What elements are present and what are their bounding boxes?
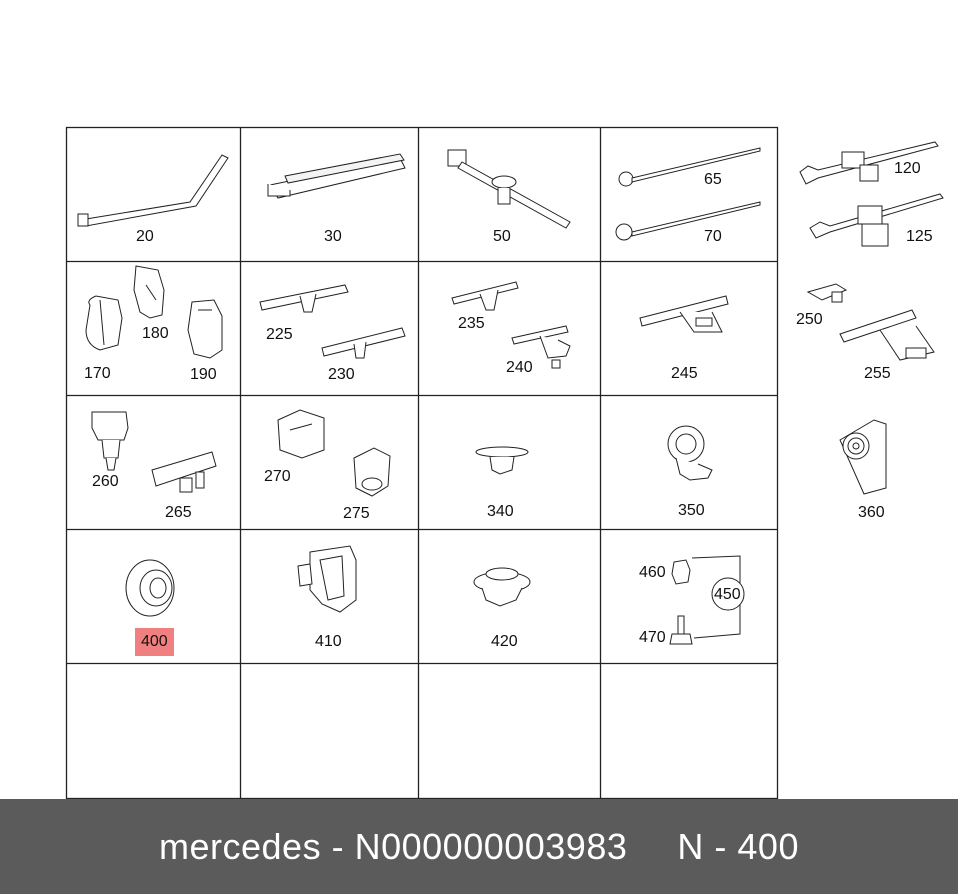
part-label-450: 450	[714, 586, 741, 603]
part-255-drawing	[840, 310, 934, 360]
footer-bar	[0, 799, 958, 894]
part-410-drawing	[298, 546, 356, 612]
part-470-drawing	[670, 616, 692, 644]
part-label-260: 260	[92, 473, 119, 490]
part-350-drawing	[668, 426, 712, 480]
part-label-240: 240	[506, 359, 533, 376]
part-180-drawing	[134, 266, 164, 318]
footer-part-number: N000000003983	[354, 825, 628, 867]
part-260-drawing	[92, 412, 128, 470]
footer-dash-2: -	[714, 825, 727, 867]
part-65-drawing	[619, 148, 760, 186]
part-190-drawing	[188, 300, 222, 358]
part-70-drawing	[616, 202, 760, 240]
part-label-275: 275	[343, 505, 370, 522]
part-label-70: 70	[704, 228, 722, 245]
part-235-drawing	[452, 282, 518, 310]
part-label-180: 180	[142, 325, 169, 342]
part-360-drawing	[840, 420, 886, 494]
part-label-225: 225	[266, 326, 293, 343]
part-420-drawing	[474, 568, 530, 606]
footer-dash: -	[331, 825, 345, 867]
part-label-470: 470	[639, 629, 666, 646]
part-label-30: 30	[324, 228, 342, 245]
part-label-65: 65	[704, 171, 722, 188]
part-400-drawing	[126, 560, 174, 616]
part-label-340: 340	[487, 503, 514, 520]
part-label-235: 235	[458, 315, 485, 332]
part-label-255: 255	[864, 365, 891, 382]
part-225-drawing	[260, 285, 348, 312]
part-label-400-highlighted: 400	[135, 628, 174, 656]
part-label-120: 120	[894, 160, 921, 177]
part-label-50: 50	[493, 228, 511, 245]
part-label-190: 190	[190, 366, 217, 383]
part-label-410: 410	[315, 633, 342, 650]
part-230-drawing	[322, 328, 405, 358]
footer-brand: mercedes	[159, 825, 322, 867]
part-245-drawing	[640, 296, 728, 332]
part-460-drawing	[672, 560, 690, 584]
part-30-drawing	[268, 154, 405, 198]
part-170-drawing	[86, 296, 122, 350]
part-label-20: 20	[136, 228, 154, 245]
part-label-230: 230	[328, 366, 355, 383]
part-label-265: 265	[165, 504, 192, 521]
part-250-drawing	[808, 284, 846, 302]
part-label-250: 250	[796, 311, 823, 328]
part-270-drawing	[278, 410, 324, 458]
part-label-350: 350	[678, 502, 705, 519]
footer-n: N	[677, 825, 704, 867]
part-50-drawing	[448, 150, 570, 228]
part-label-125: 125	[906, 228, 933, 245]
part-340-drawing	[476, 447, 528, 474]
footer-position: 400	[737, 825, 799, 867]
part-label-360: 360	[858, 504, 885, 521]
part-label-460: 460	[639, 564, 666, 581]
part-20-drawing	[78, 155, 228, 226]
part-275-drawing	[354, 448, 390, 496]
part-265-drawing	[152, 452, 216, 492]
part-label-170: 170	[84, 365, 111, 382]
part-label-245: 245	[671, 365, 698, 382]
part-label-270: 270	[264, 468, 291, 485]
part-label-420: 420	[491, 633, 518, 650]
